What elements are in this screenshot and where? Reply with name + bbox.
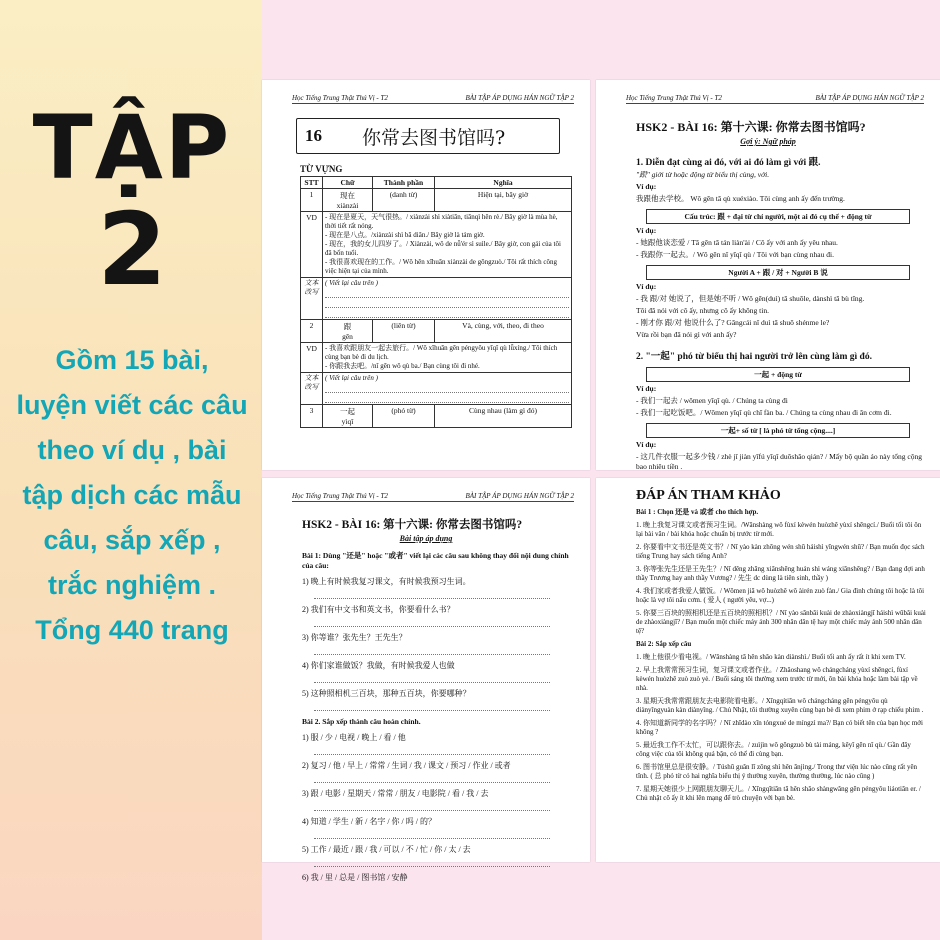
cell-stt: 3 xyxy=(301,405,323,428)
grammar-body xyxy=(636,170,922,204)
page-vocabulary xyxy=(262,80,590,470)
answer-item: 2. 你要看中文书还是英文书？/ Nǐ yào kàn zhōng wén shū háishì yīngwén shū? / Bạn muốn đọc sách tiếng Trung hay sách tiếng Anh? xyxy=(636,543,925,560)
answer-line xyxy=(314,699,550,711)
col-header: STT xyxy=(301,177,323,189)
word-hanzi: 现在 xyxy=(340,191,355,200)
answer-line xyxy=(314,615,550,627)
answer-item: 5. 你要三百块的照相机还是五百块的照相机？/ Nǐ yào sānbǎi kuài de zhàoxiàngjī háishì wǔbǎi kuài de zhàoxiàngjī? / Bạn muốn một chiếc máy ảnh 300 nhân dân tệ hay một chiếc máy ảnh 500 nhân dân tệ? xyxy=(636,609,926,635)
cell-write-area xyxy=(323,373,572,405)
write-line xyxy=(325,395,569,403)
write-hint: ( Viết lại câu trên ) xyxy=(325,279,378,287)
example-line: Vừa rồi bạn đã nói gì với anh ấy? xyxy=(636,330,737,339)
section-title: TỪ VỰNG xyxy=(300,164,343,174)
page-grammar xyxy=(596,80,940,470)
table-row xyxy=(301,320,572,343)
example-line: Tôi đã nói với cô ấy, nhưng cô ấy không tin. xyxy=(636,306,769,315)
vocab-table xyxy=(300,176,572,428)
table-row xyxy=(301,189,572,212)
cell-examples xyxy=(323,212,572,278)
exercise-item: 4) 你们家谁做饭？我做，有时候我爱人也做 xyxy=(302,661,455,670)
grammar-body xyxy=(636,282,922,340)
example-line: - 我跟你一起去。/ Wǒ gēn nǐ yīqǐ qù / Tôi với bạn cùng nhau đi. xyxy=(636,250,834,259)
answer-line xyxy=(314,771,550,783)
cell-stt: 1 xyxy=(301,189,323,212)
grammar-body xyxy=(636,226,922,260)
example-line: - 现在是八点。/xiànzài shì bā diǎn./ Bây giờ là tám giờ. xyxy=(325,231,485,239)
col-header: Nghĩa xyxy=(435,177,572,189)
cell-type: (liên từ) xyxy=(373,320,435,343)
word-pinyin: xiànzài xyxy=(336,201,359,210)
header-right: BÀI TẬP ÁP DỤNG HÁN NGỮ TẬP 2 xyxy=(465,94,574,102)
grammar-note: "跟" giới từ hoặc động từ biểu thị cùng, với. xyxy=(636,170,770,179)
promo-title-line2: 2 xyxy=(97,191,167,308)
example-line: - 你跟我去吧。/nǐ gēn wǒ qù ba./ Bạn cùng tôi đi nhé. xyxy=(325,362,480,370)
answer-line xyxy=(314,671,550,683)
word-pinyin: yìqǐ xyxy=(341,417,354,426)
example-label: Ví dụ: xyxy=(636,226,657,235)
table-row xyxy=(301,343,572,373)
promo-title-line1: TẬP xyxy=(32,96,232,199)
answer-item: 7. 星期天她很少上网跟朋友聊天儿。/ Xīngqītiān tā hěn shǎo shàngwǎng gēn péngyǒu liáotiān er. / Chủ nhật cô ấy ít khi lên mạng để trò chuyện với bạn bè. xyxy=(636,785,921,802)
example-line: - 我们一起吃饭吧。/ Wǒmen yīqǐ qù chī fàn ba. / Chúng ta cùng nhau đi ăn cơm đi. xyxy=(636,408,892,417)
header-left: Học Tiếng Trung Thật Thú Vị - T2 xyxy=(292,492,388,500)
word-hanzi: 一起 xyxy=(340,407,355,416)
example-line: - 我 跟/对 她说了，但是她不听 / Wǒ gēn(duì) tā shuōle, dànshì tā bù tīng. xyxy=(636,294,865,303)
promo-description xyxy=(10,338,254,653)
structure-box: 一起+ số từ [ là phó từ tổng cộng....] xyxy=(646,423,910,438)
cell-write-label: 文本改写 xyxy=(301,373,323,405)
answer-line xyxy=(314,799,550,811)
cell-vd-label: VD xyxy=(301,212,323,278)
page-header xyxy=(626,94,924,104)
table-row xyxy=(301,212,572,278)
cell-stt: 2 xyxy=(301,320,323,343)
example-line: - 刚才你 跟/对 他说什么了? Gāngcái nǐ duì tā shuō shénme le? xyxy=(636,318,830,327)
desc-line: Tổng 440 trang xyxy=(35,615,229,645)
header-left: Học Tiếng Trung Thật Thú Vị - T2 xyxy=(626,94,722,102)
grammar-point: 2. "一起" phó từ biểu thị hai người trở lên cùng làm gì đó. xyxy=(636,352,872,362)
desc-line: câu, sắp xếp , xyxy=(43,525,221,555)
example-line: - 我们一起去 / wǒmen yīqǐ qù. / Chúng ta cùng đi xyxy=(636,396,788,405)
page-subtitle: Gợi ý: Ngữ pháp xyxy=(740,137,796,146)
structure-box: Người A + 跟 / 对 + Người B 说 xyxy=(646,265,910,280)
grammar-point: 1. Diễn đạt cùng ai đó, với ai đó làm gì với 跟. xyxy=(636,158,821,168)
answer-item: 3. 星期天我常常跟朋友去电影院看电影。/ Xīngqítiān wǒ chángcháng gēn péngyǒu qù diànyǐngyuàn kàn diànyǐng. / Chủ Nhật, tôi thường xuyên cùng bạn bè đi xem phim ở rạp chiếu phim . xyxy=(636,697,924,714)
table-row xyxy=(301,278,572,320)
exercise-item: 2) 我们有中文书和英文书，你要看什么书？ xyxy=(302,605,455,614)
answer-block xyxy=(636,508,926,803)
lesson-title: 你常去图书馆吗? xyxy=(362,126,506,149)
exercise-item: 1) 服 / 少 / 电视 / 晚上 / 看 / 他 xyxy=(302,733,406,742)
answer-item: 2. 早上我常常预习生词，复习课文或者作业。/ Zhǎoshang wǒ chángcháng yùxí shēngcí, fùxí kèwén huòzhě zuò zuò yè. / Buổi sáng tôi thường xem trước từ mới, ôn bài khóa hoặc làm bài tập về nhà. xyxy=(636,666,918,692)
cell-type: (phó từ) xyxy=(373,405,435,428)
exercise-item: 6) 我 / 里 / 总是 / 图书馆 / 安静 xyxy=(302,873,408,882)
exercise-title: Bài 2. Sắp xếp thành câu hoàn chỉnh. xyxy=(302,717,421,726)
desc-line: trắc nghiệm . xyxy=(47,570,217,600)
promo-panel xyxy=(0,0,262,940)
structure-box: 一起 + động từ xyxy=(646,367,910,382)
answer-line xyxy=(314,587,550,599)
word-hanzi: 跟 xyxy=(343,322,352,331)
answer-line xyxy=(314,855,550,867)
exercise-item: 4) 知道 / 学生 / 新 / 名字 / 你 / 吗 / 的？ xyxy=(302,817,436,826)
write-hint: ( Viết lại câu trên ) xyxy=(325,374,378,382)
desc-line: theo ví dụ , bài xyxy=(37,435,227,465)
page-header xyxy=(292,492,574,502)
page-title: HSK2 - BÀI 16: 第十六课: 你常去图书馆吗? xyxy=(636,120,866,134)
write-line xyxy=(325,300,569,308)
header-right: BÀI TẬP ÁP DỤNG HÁN NGỮ TẬP 2 xyxy=(465,492,574,500)
cell-word xyxy=(323,189,373,212)
exercise-item: 3) 跟 / 电影 / 星期天 / 常常 / 朋友 / 电影院 / 看 / 我 / 去 xyxy=(302,789,489,798)
exercise-item: 3) 你等谁？张先生？王先生？ xyxy=(302,633,407,642)
col-header: Chữ xyxy=(323,177,373,189)
example-line: - 这几件衣服一起多少钱 / zhè jǐ jiàn yīfú yīqǐ duōshǎo qián? / Mấy bộ quần áo này tổng cộng bao nhiêu tiền . xyxy=(636,452,922,471)
cell-write-area xyxy=(323,278,572,320)
cell-type: (danh từ) xyxy=(373,189,435,212)
answer-section-title: Bài 1 : Chọn 还是 và 或者 cho thích hợp. xyxy=(636,508,759,516)
example-line: - 她跟他谈恋爱 / Tā gēn tā tán liàn'ài / Cô ấy với anh ấy yêu nhau. xyxy=(636,238,838,247)
cell-meaning: Và, cùng, với, theo, đi theo xyxy=(435,320,572,343)
header-right: BÀI TẬP ÁP DỤNG HÁN NGỮ TẬP 2 xyxy=(815,94,924,102)
desc-line: tập dịch các mẫu xyxy=(22,480,242,510)
example-line: - 现在，我的女儿四岁了。/ Xiànzài, wǒ de nǚ'ér sì suìle./ Bây giờ, con gái của tôi đã bốn tuổi. xyxy=(325,240,561,257)
page-subtitle: Bài tập áp dụng xyxy=(399,534,453,543)
example-line: 我跟他去学校。 Wǒ gēn tā qù xuéxiào. Tôi cùng anh ấy đến trường. xyxy=(636,194,845,203)
answer-line xyxy=(314,827,550,839)
answer-item: 1. 晚上我复习课文或者预习生词。/Wǎnshàng wǒ fùxí kèwén huòzhě yùxí shēngcí./ Buổi tối tôi ôn lại bài văn / bài khóa hoặc chuẩn bị trước từ mới. xyxy=(636,521,922,538)
page-title: HSK2 - BÀI 16: 第十六课: 你常去图书馆吗? xyxy=(302,519,523,531)
page-answers xyxy=(596,478,940,862)
example-label: Ví dụ: xyxy=(636,182,657,191)
desc-line: Gồm 15 bài, xyxy=(55,345,209,375)
example-line: - 我很喜欢现在的工作。/ Wǒ hěn xǐhuān xiànzài de gōngzuò./ Tôi rất thích công việc hiện tại của mình. xyxy=(325,258,557,275)
table-row xyxy=(301,405,572,428)
example-line: - 我喜欢跟朋友一起去旅行。/ Wǒ xǐhuān gēn péngyǒu yīqǐ qù lǚxíng./ Tôi thích cùng bạn bè đi du lịch. xyxy=(325,344,558,361)
cell-write-label: 文本改写 xyxy=(301,278,323,320)
lesson-number: 16 xyxy=(305,126,322,145)
grammar-body xyxy=(636,384,922,418)
table-row xyxy=(301,373,572,405)
desc-line: luyện viết các câu xyxy=(16,390,248,420)
exercise-item: 2) 复习 / 他 / 早上 / 常常 / 生词 / 我 / 课文 / 预习 / 作业 / 或者 xyxy=(302,761,511,770)
exercise-item: 5) 这种照相机三百块，那种五百块，你要哪种？ xyxy=(302,689,471,698)
page-exercises xyxy=(262,478,590,882)
answer-item: 1. 晚上他很少看电视。/ Wǎnshàng tā hěn shǎo kàn diànshì./ Buổi tối anh ấy rất ít khi xem TV. xyxy=(636,653,906,661)
answer-section-title: Bài 2: Sắp xếp câu xyxy=(636,640,692,648)
header-left: Học Tiếng Trung Thật Thú Vị - T2 xyxy=(292,94,388,102)
answer-item: 5. 最近我工作不太忙，可以跟你去。/ zuìjìn wǒ gōngzuò bù tài máng, kěyǐ gēn nǐ qù./ Gần đây công việc của tôi không quá bận, có thể đi cùng bạn. xyxy=(636,741,911,758)
word-pinyin: gēn xyxy=(342,332,353,341)
grammar-body xyxy=(636,440,922,472)
write-line xyxy=(325,290,569,298)
col-header: Thành phần xyxy=(373,177,435,189)
exercise-title: Bài 1: Dùng "还是" hoặc "或者" viết lại các câu sau không thay đổi nội dung chính của câu: xyxy=(302,551,569,570)
example-label: Ví dụ: xyxy=(636,282,657,291)
write-line xyxy=(325,310,569,318)
write-line xyxy=(325,385,569,393)
cell-vd-label: VD xyxy=(301,343,323,373)
answer-item: 4. 你知道新同学的名字吗？/ Nǐ zhīdào xīn tóngxué de míngzì ma?/ Bạn có biết tên của bạn học mới không ? xyxy=(636,719,923,736)
table-header-row xyxy=(301,177,572,189)
cell-meaning: Hiện tại, bây giờ xyxy=(435,189,572,212)
cell-word xyxy=(323,405,373,428)
example-line: - 现在是夏天，天气很热。/ xiànzài shì xiàtiān, tiānqì hěn rè./ Bây giờ là mùa hè, thời tiết rất nóng. xyxy=(325,213,558,230)
structure-box: Cấu trúc: 跟 + đại từ chỉ người, một ai đó cụ thể + động từ xyxy=(646,209,910,224)
example-label: Ví dụ: xyxy=(636,384,657,393)
answer-item: 6. 图书馆里总是很安静。/ Túshū guǎn lǐ zǒng shì hěn ānjìng./ Trong thư viện lúc nào cũng rất yên tĩnh. ( 总 phó từ có hai nghĩa biểu thị ý thường xuyên, thường thường, lúc nào cũng ) xyxy=(636,763,918,780)
answer-line xyxy=(314,743,550,755)
example-label: Ví dụ: xyxy=(636,440,657,449)
cell-meaning: Cùng nhau (làm gì đó) xyxy=(435,405,572,428)
page-header xyxy=(292,94,574,104)
lesson-banner xyxy=(296,118,560,154)
exercise-item: 5) 工作 / 最近 / 跟 / 我 / 可以 / 不 / 忙 / 你 / 太 / 去 xyxy=(302,845,471,854)
cell-word xyxy=(323,320,373,343)
exercise-item: 1) 晚上有时候我复习课文，有时候我预习生词。 xyxy=(302,577,471,586)
cell-examples xyxy=(323,343,572,373)
answer-item: 3. 你等张先生还是王先生？/ Nǐ děng zhāng xiānshēng huán shì wáng xiānshēng? / Bạn đang đợi anh thầy Trương hay anh thầy Vương? / 先生 dc dùng là tiên sinh, thầy ) xyxy=(636,565,925,582)
answer-item: 4. 我们家或者我爱人做饭。/ Wǒmen jiā wǒ huòzhě wǒ àirén zuò fàn./ Gia đình chúng tôi hoặc là tôi hoặc là vợ tôi nấu cơm. ( 爱人 ( người yêu, vợ...) xyxy=(636,587,925,604)
answer-line xyxy=(314,643,550,655)
page-title: ĐÁP ÁN THAM KHẢO xyxy=(636,488,781,503)
